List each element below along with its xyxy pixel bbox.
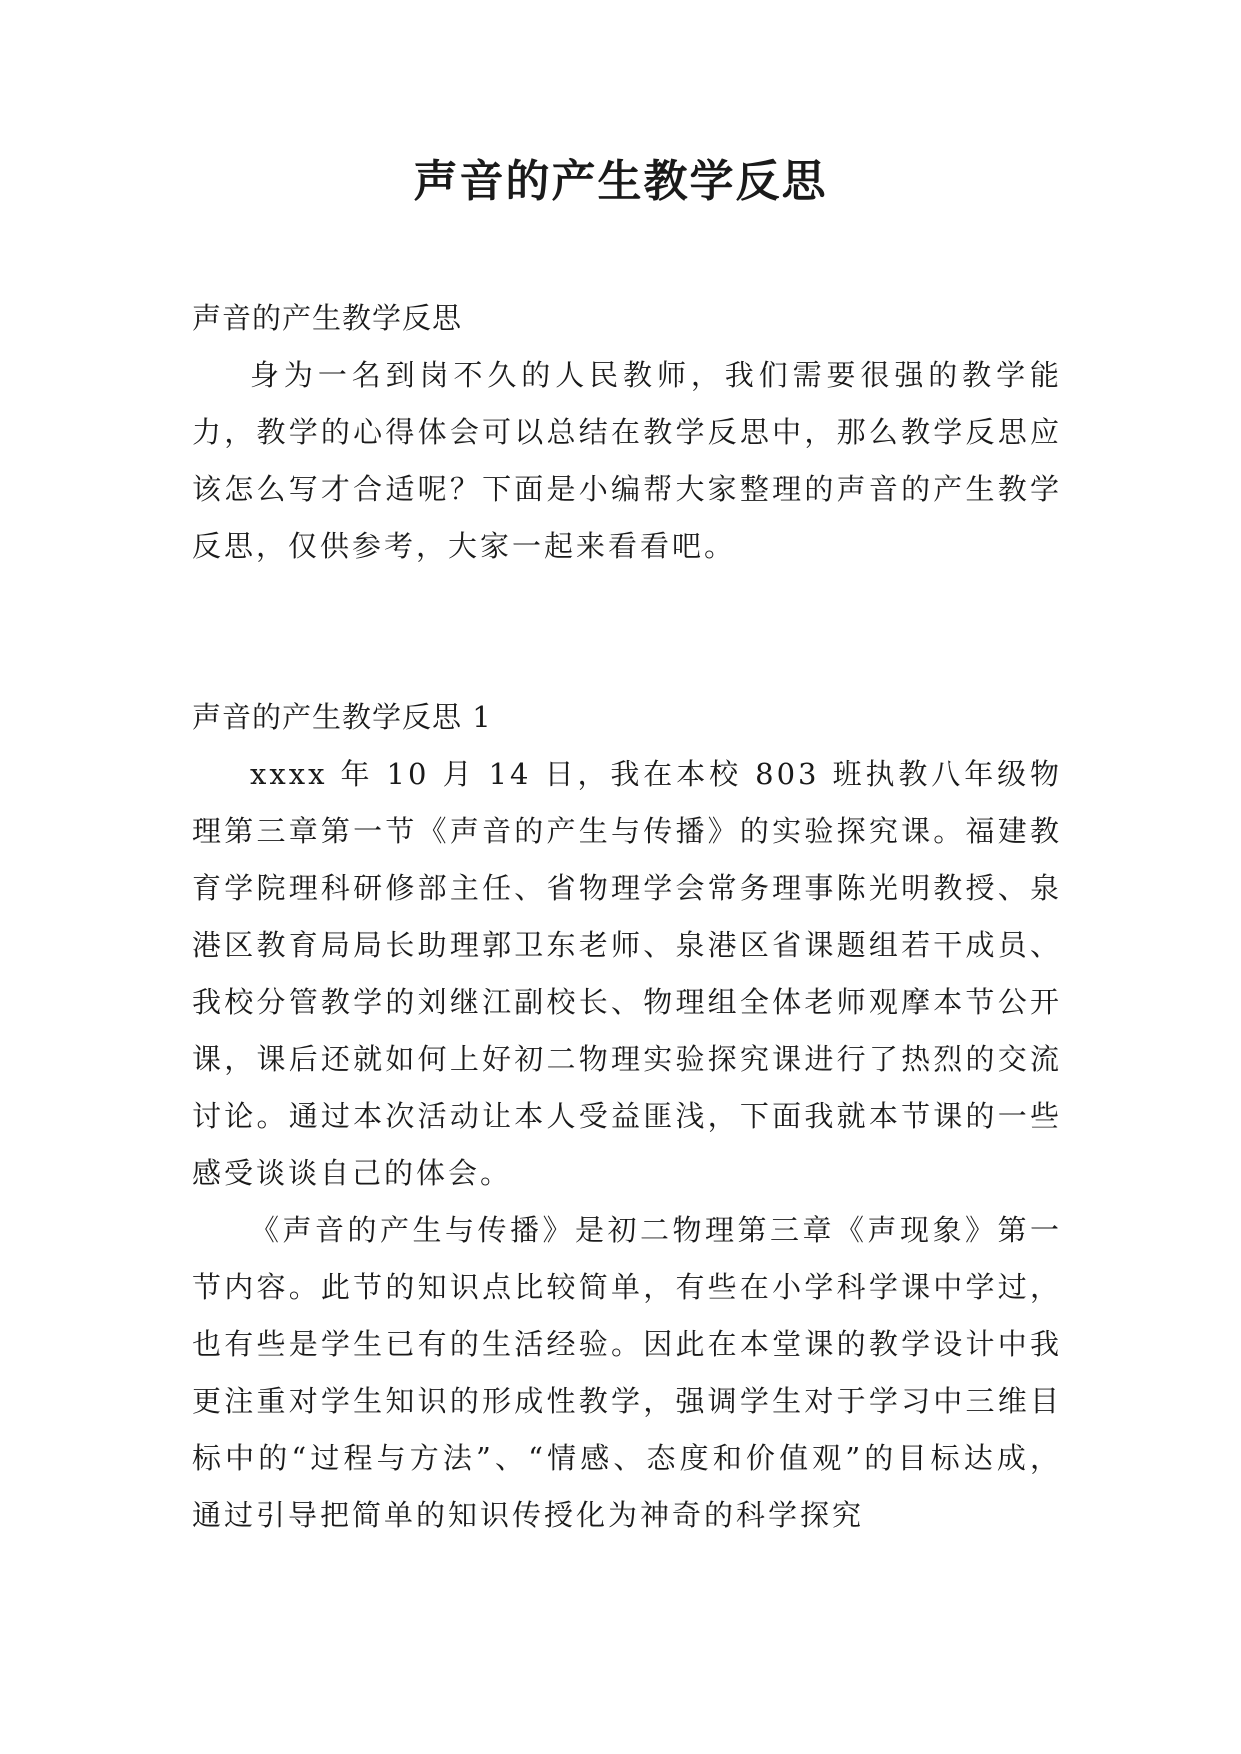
- document-body: [192, 290, 1062, 1544]
- section1-paragraph-2: 《声音的产生与传播》是初二物理第三章《声现象》第一节内容。此节的知识点比较简单，有些在小学科学课中学过，也有些是学生已有的生活经验。因此在本堂课的教学设计中我更注重对学生知识的形成性教学，强调学生对于学习中三维目标中的“过程与方法”、“情感、态度和价值观”的目标达成，通过引导把简单的知识传授化为神奇的科学探究: [192, 1213, 1062, 1532]
- section1-heading: 声音的产生教学反思 1: [192, 700, 492, 734]
- intro-paragraph: 身为一名到岗不久的人民教师，我们需要很强的教学能力，教学的心得体会可以总结在教学反思中，那么教学反思应该怎么写才合适呢？下面是小编帮大家整理的声音的产生教学反思，仅供参考，大家一起来看看吧。: [192, 358, 1062, 563]
- section1-paragraph-1: xxxx 年 10 月 14 日，我在本校 803 班执教八年级物理第三章第一节《声音的产生与传播》的实验探究课。福建教育学院理科研修部主任、省物理学会常务理事陈光明教授、泉港区教育局局长助理郭卫东老师、泉港区省课题组若干成员、我校分管教学的刘继江副校长、物理组全体老师观摩本节公开课，课后还就如何上好初二物理实验探究课进行了热烈的交流讨论。通过本次活动让本人受益匪浅，下面我就本节课的一些感受谈谈自己的体会。: [192, 757, 1062, 1190]
- intro-heading: 声音的产生教学反思: [192, 301, 463, 335]
- document-title: 声音的产生教学反思: [413, 156, 828, 207]
- section-spacer: [192, 575, 1062, 689]
